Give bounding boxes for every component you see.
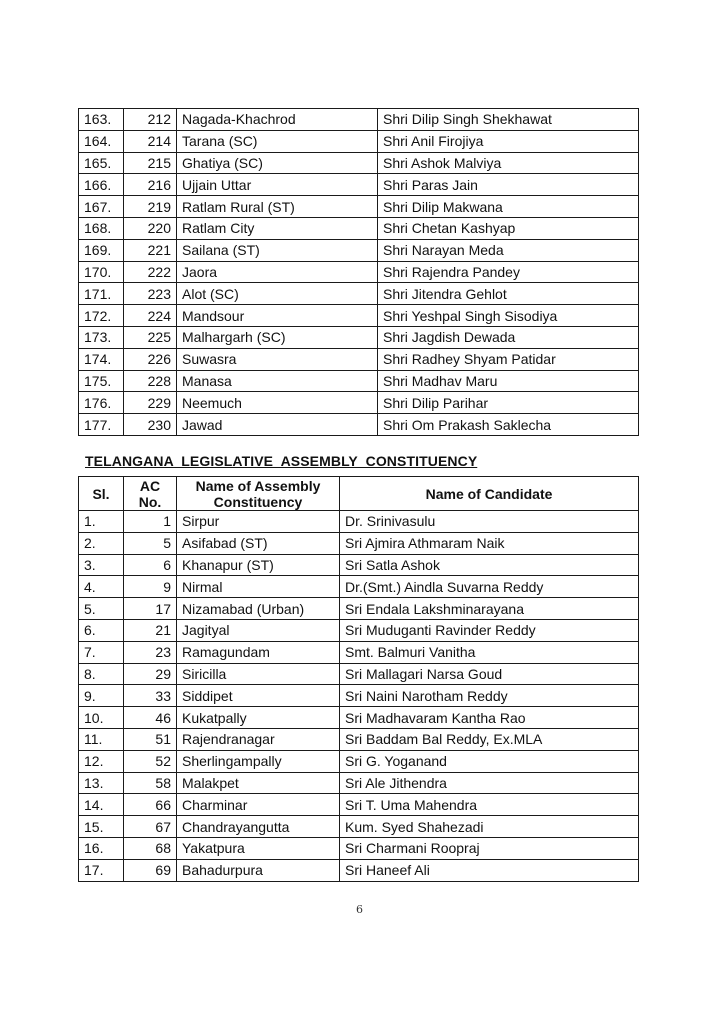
cell-candidate: Sri T. Uma Mahendra: [340, 794, 639, 816]
cell-candidate: Sri Naini Narotham Reddy: [340, 685, 639, 707]
cell-ac-no: 215: [124, 152, 177, 174]
cell-sl: 3.: [79, 554, 124, 576]
table-row: [79, 370, 639, 392]
table-row: [79, 239, 639, 261]
table-row: [79, 348, 639, 370]
cell-ac-no: 29: [124, 663, 177, 685]
table-row: [79, 685, 639, 707]
cell-constituency: Jawad: [177, 414, 378, 436]
cell-constituency: Alot (SC): [177, 283, 378, 305]
cell-constituency: Rajendranagar: [177, 728, 340, 750]
cell-candidate: Kum. Syed Shahezadi: [340, 816, 639, 838]
cell-constituency: Nagada-Khachrod: [177, 109, 378, 131]
cell-sl: 9.: [79, 685, 124, 707]
table-row: [79, 109, 639, 131]
cell-ac-no: 23: [124, 641, 177, 663]
cell-constituency: Malakpet: [177, 772, 340, 794]
cell-sl: 166.: [79, 174, 124, 196]
cell-sl: 16.: [79, 837, 124, 859]
cell-sl: 7.: [79, 641, 124, 663]
table-row: [79, 130, 639, 152]
table-row: [79, 414, 639, 436]
table-row: [79, 576, 639, 598]
cell-sl: 4.: [79, 576, 124, 598]
cell-constituency: Jagityal: [177, 619, 340, 641]
cell-candidate: Shri Chetan Kashyap: [378, 217, 639, 239]
cell-candidate: Sri Ajmira Athmaram Naik: [340, 532, 639, 554]
cell-ac-no: 223: [124, 283, 177, 305]
cell-constituency: Manasa: [177, 370, 378, 392]
header-constituency: Name of Assembly Constituency: [177, 477, 340, 511]
cell-constituency: Sirpur: [177, 511, 340, 533]
cell-candidate: Dr. Srinivasulu: [340, 511, 639, 533]
cell-constituency: Ujjain Uttar: [177, 174, 378, 196]
cell-constituency: Nirmal: [177, 576, 340, 598]
cell-sl: 15.: [79, 816, 124, 838]
table-row: [79, 619, 639, 641]
cell-sl: 13.: [79, 772, 124, 794]
header-candidate: Name of Candidate: [340, 477, 639, 511]
header-ac-no: AC No.: [124, 477, 177, 511]
cell-candidate: Shri Rajendra Pandey: [378, 261, 639, 283]
cell-candidate: Shri Paras Jain: [378, 174, 639, 196]
cell-ac-no: 219: [124, 196, 177, 218]
table-row: [79, 152, 639, 174]
cell-ac-no: 230: [124, 414, 177, 436]
cell-constituency: Suwasra: [177, 348, 378, 370]
cell-candidate: Shri Ashok Malviya: [378, 152, 639, 174]
cell-constituency: Tarana (SC): [177, 130, 378, 152]
cell-candidate: Shri Narayan Meda: [378, 239, 639, 261]
cell-ac-no: 21: [124, 619, 177, 641]
cell-candidate: Shri Radhey Shyam Patidar: [378, 348, 639, 370]
table-row: [79, 750, 639, 772]
cell-candidate: Shri Dilip Makwana: [378, 196, 639, 218]
cell-constituency: Kukatpally: [177, 707, 340, 729]
table-row: [79, 392, 639, 414]
table-row: [79, 859, 639, 881]
cell-sl: 14.: [79, 794, 124, 816]
cell-sl: 163.: [79, 109, 124, 131]
cell-constituency: Jaora: [177, 261, 378, 283]
cell-candidate: Dr.(Smt.) Aindla Suvarna Reddy: [340, 576, 639, 598]
cell-ac-no: 46: [124, 707, 177, 729]
cell-ac-no: 66: [124, 794, 177, 816]
cell-candidate: Smt. Balmuri Vanitha: [340, 641, 639, 663]
cell-candidate: Sri Baddam Bal Reddy, Ex.MLA: [340, 728, 639, 750]
cell-candidate: Shri Madhav Maru: [378, 370, 639, 392]
cell-sl: 169.: [79, 239, 124, 261]
cell-sl: 177.: [79, 414, 124, 436]
cell-sl: 167.: [79, 196, 124, 218]
cell-ac-no: 33: [124, 685, 177, 707]
cell-candidate: Sri G. Yoganand: [340, 750, 639, 772]
cell-constituency: Sailana (ST): [177, 239, 378, 261]
cell-ac-no: 68: [124, 837, 177, 859]
cell-ac-no: 1: [124, 511, 177, 533]
cell-constituency: Ghatiya (SC): [177, 152, 378, 174]
cell-constituency: Neemuch: [177, 392, 378, 414]
cell-candidate: Sri Muduganti Ravinder Reddy: [340, 619, 639, 641]
cell-ac-no: 52: [124, 750, 177, 772]
cell-ac-no: 221: [124, 239, 177, 261]
cell-ac-no: 6: [124, 554, 177, 576]
cell-sl: 174.: [79, 348, 124, 370]
cell-ac-no: 229: [124, 392, 177, 414]
cell-constituency: Malhargarh (SC): [177, 326, 378, 348]
table-body: [79, 511, 639, 882]
table-row: [79, 326, 639, 348]
cell-candidate: Sri Madhavaram Kantha Rao: [340, 707, 639, 729]
cell-sl: 170.: [79, 261, 124, 283]
table-row: [79, 283, 639, 305]
cell-candidate: Shri Jitendra Gehlot: [378, 283, 639, 305]
cell-sl: 12.: [79, 750, 124, 772]
cell-sl: 172.: [79, 305, 124, 327]
cell-ac-no: 214: [124, 130, 177, 152]
cell-sl: 173.: [79, 326, 124, 348]
cell-sl: 171.: [79, 283, 124, 305]
cell-ac-no: 69: [124, 859, 177, 881]
telangana-candidates-table: [78, 476, 639, 882]
cell-constituency: Mandsour: [177, 305, 378, 327]
cell-candidate: Shri Anil Firojiya: [378, 130, 639, 152]
table-header-row: [79, 477, 639, 511]
table-row: [79, 641, 639, 663]
cell-ac-no: 226: [124, 348, 177, 370]
cell-constituency: Charminar: [177, 794, 340, 816]
cell-constituency: Ratlam Rural (ST): [177, 196, 378, 218]
cell-ac-no: 17: [124, 598, 177, 620]
cell-constituency: Khanapur (ST): [177, 554, 340, 576]
table-row: [79, 217, 639, 239]
table-row: [79, 554, 639, 576]
table-row: [79, 794, 639, 816]
cell-ac-no: 228: [124, 370, 177, 392]
cell-ac-no: 51: [124, 728, 177, 750]
cell-candidate: Sri Mallagari Narsa Goud: [340, 663, 639, 685]
cell-sl: 11.: [79, 728, 124, 750]
cell-sl: 10.: [79, 707, 124, 729]
cell-ac-no: 216: [124, 174, 177, 196]
table-row: [79, 728, 639, 750]
cell-candidate: Sri Satla Ashok: [340, 554, 639, 576]
cell-sl: 165.: [79, 152, 124, 174]
cell-constituency: Yakatpura: [177, 837, 340, 859]
cell-constituency: Siricilla: [177, 663, 340, 685]
cell-candidate: Shri Yeshpal Singh Sisodiya: [378, 305, 639, 327]
table-row: [79, 174, 639, 196]
table-row: [79, 707, 639, 729]
cell-sl: 164.: [79, 130, 124, 152]
cell-sl: 176.: [79, 392, 124, 414]
cell-constituency: Chandrayangutta: [177, 816, 340, 838]
cell-candidate: Shri Dilip Singh Shekhawat: [378, 109, 639, 131]
cell-sl: 168.: [79, 217, 124, 239]
cell-ac-no: 224: [124, 305, 177, 327]
table-row: [79, 511, 639, 533]
cell-ac-no: 67: [124, 816, 177, 838]
cell-candidate: Shri Dilip Parihar: [378, 392, 639, 414]
telangana-section-heading: TELANGANA LEGISLATIVE ASSEMBLY CONSTITUENCY: [85, 453, 478, 469]
cell-ac-no: 222: [124, 261, 177, 283]
table-row: [79, 532, 639, 554]
cell-candidate: Sri Endala Lakshminarayana: [340, 598, 639, 620]
cell-ac-no: 9: [124, 576, 177, 598]
cell-constituency: Sherlingampally: [177, 750, 340, 772]
cell-candidate: Sri Charmani Roopraj: [340, 837, 639, 859]
cell-candidate: Shri Jagdish Dewada: [378, 326, 639, 348]
table-body: [79, 109, 639, 436]
page-number: 6: [356, 903, 363, 916]
cell-sl: 17.: [79, 859, 124, 881]
cell-constituency: Ramagundam: [177, 641, 340, 663]
table-row: [79, 305, 639, 327]
cell-constituency: Ratlam City: [177, 217, 378, 239]
table-row: [79, 816, 639, 838]
madhya-pradesh-candidates-table-continued: [78, 108, 639, 436]
header-sl: Sl.: [79, 477, 124, 511]
cell-constituency: Bahadurpura: [177, 859, 340, 881]
cell-candidate: Sri Ale Jithendra: [340, 772, 639, 794]
table-row: [79, 772, 639, 794]
cell-ac-no: 58: [124, 772, 177, 794]
table-row: [79, 663, 639, 685]
cell-sl: 5.: [79, 598, 124, 620]
table-row: [79, 261, 639, 283]
cell-sl: 6.: [79, 619, 124, 641]
cell-sl: 8.: [79, 663, 124, 685]
cell-sl: 175.: [79, 370, 124, 392]
table-row: [79, 837, 639, 859]
cell-constituency: Siddipet: [177, 685, 340, 707]
cell-constituency: Nizamabad (Urban): [177, 598, 340, 620]
table-row: [79, 196, 639, 218]
cell-ac-no: 225: [124, 326, 177, 348]
cell-ac-no: 220: [124, 217, 177, 239]
cell-ac-no: 5: [124, 532, 177, 554]
cell-constituency: Asifabad (ST): [177, 532, 340, 554]
cell-candidate: Shri Om Prakash Saklecha: [378, 414, 639, 436]
cell-sl: 1.: [79, 511, 124, 533]
table-row: [79, 598, 639, 620]
cell-ac-no: 212: [124, 109, 177, 131]
cell-sl: 2.: [79, 532, 124, 554]
cell-candidate: Sri Haneef Ali: [340, 859, 639, 881]
